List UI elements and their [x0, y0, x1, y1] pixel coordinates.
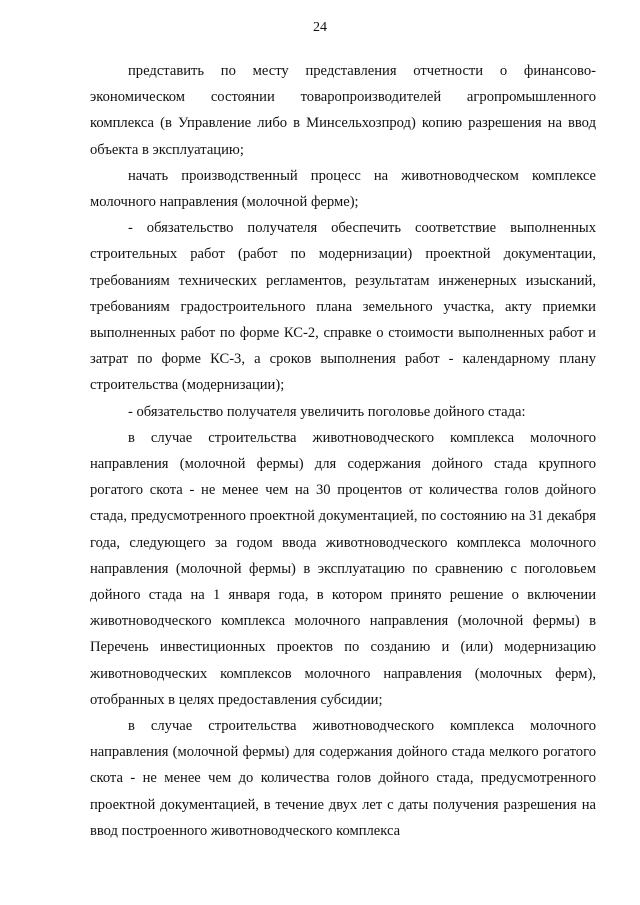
- paragraph-cattle-case: в случае строительства животноводческого комплекса молочного направления (молочной фермы) для содержания дойного стада крупного рогатого скота - не менее чем на 30 процентов от количества голов дойного стада, предусмотренного проектной документацией, по состоянию на 31 декабря года, следующего за годом ввода животноводческого комплекса молочного направления (молочной фермы) в эксплуатацию по сравнению с поголовьем дойного стада на 1 января года, в котором принято решение о включении животноводческого комплекса молочного направления (молочной фермы) в Перечень инвестиционных проектов по созданию и (или) модернизацию животноводческих комплексов молочного направления (молочных ферм), отобранных в целях предоставления субсидии;: [90, 429, 596, 708]
- paragraph-herd-increase-obligation: - обязательство получателя увеличить поголовье дойного стада:: [128, 403, 526, 420]
- paragraph-submit-permit: представить по месту представления отчетности о финансово-экономическом состоянии товаропроизводителей агропромышленного комплекса (в Управление либо в Минсельхозпрод) копию разрешения на ввод объекта в эксплуатацию;: [90, 63, 596, 158]
- paragraph-start-production: начать производственный процесс на животноводческом комплексе молочного направления (молочной ферме);: [90, 167, 596, 211]
- paragraph-compliance-obligation: - обязательство получателя обеспечить соответствие выполненных строительных работ (работ по модернизации) проектной документации, требованиям технических регламентов, результатам инженерных изысканий, требованиям градостроительного плана земельного участка, акту приемки выполненных работ по форме КС-2, справке о стоимости выполненных работ и затрат по форме КС-3, а сроков выполнения работ - календарному плану строительства (модернизации);: [90, 220, 596, 394]
- document-body: [90, 58, 596, 844]
- page-number: 24: [313, 20, 327, 35]
- paragraph-small-cattle-case: в случае строительства животноводческого комплекса молочного направления (молочной фермы) для содержания дойного стада мелкого рогатого скота - не менее чем до количества голов дойного стада, предусмотренного проектной документацией, в течение двух лет с даты получения разрешения на ввод построенного животноводческого комплекса: [90, 718, 596, 839]
